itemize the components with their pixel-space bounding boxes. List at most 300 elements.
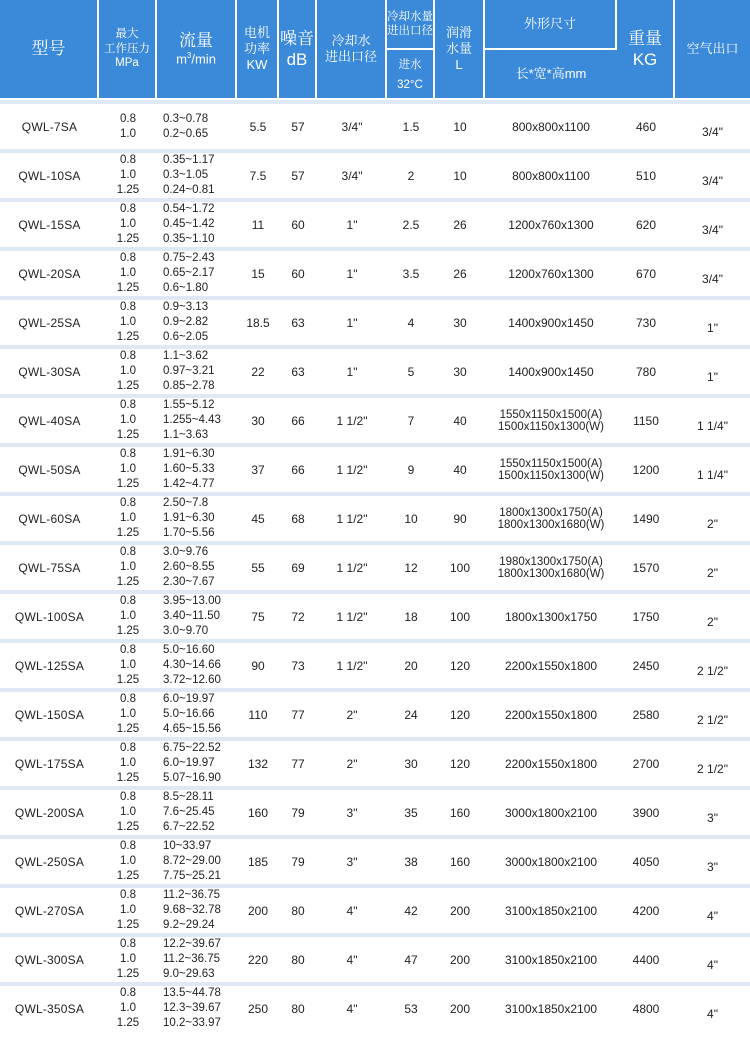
flow-cell: [157, 790, 237, 835]
air-outlet-cell: 2 1/2": [697, 761, 728, 776]
model-cell: QWL-100SA: [14, 609, 85, 624]
noise-cell: 80: [291, 952, 305, 967]
power-cell: 132: [247, 756, 269, 771]
dimensions-cell: [485, 888, 617, 933]
noise-cell: 63: [291, 364, 305, 379]
power-cell: 160: [247, 805, 269, 820]
pressure-value: 1.25: [116, 233, 140, 245]
model-cell: QWL-30SA: [18, 364, 81, 379]
flow-value: 8.5~28.11: [163, 791, 214, 803]
power-cell: 90: [251, 658, 265, 673]
cooling-inlet-cell: 1 1/2": [336, 462, 368, 477]
flow-cell: [157, 594, 237, 639]
air-outlet-cell: 3/4": [702, 222, 723, 237]
cooling-water-cell: 38: [404, 854, 418, 869]
lube-cell: 200: [449, 1001, 471, 1016]
model-cell: QWL-350SA: [14, 1001, 85, 1016]
cooling-water-cell: 2: [407, 168, 415, 183]
flow-value: 3.95~13.00: [163, 595, 221, 607]
lube-cell: 160: [449, 805, 471, 820]
power-cell: 110: [248, 707, 268, 722]
flow-cell: [157, 643, 237, 688]
noise-cell: 79: [291, 854, 305, 869]
pressure-value: 1.0: [120, 806, 136, 818]
dimension-value: 1400x900x1450: [508, 315, 594, 330]
flow-value: 0.54~1.72: [163, 203, 215, 215]
noise-cell: 69: [291, 560, 305, 575]
flow-cell: [157, 986, 237, 1031]
pressure-value: 1.25: [116, 1017, 140, 1029]
dimensions-cell: [485, 643, 617, 688]
flow-value: 1.60~5.33: [163, 463, 215, 475]
flow-value: 7.6~25.45: [163, 806, 215, 818]
dimensions-cell: [485, 741, 617, 786]
pressure-value: 1.25: [116, 331, 140, 343]
dimension-value: 1200x760x1300: [508, 266, 594, 281]
flow-value: 0.3~0.78: [163, 112, 209, 125]
noise-cell: 77: [291, 707, 305, 722]
pressure-value: 1.25: [116, 870, 140, 882]
dimension-value: 2200x1550x1800: [504, 658, 598, 673]
model-cell: QWL-125SA: [14, 658, 85, 673]
weight-cell: 1490: [632, 511, 660, 526]
cooling-inlet-cell: 4": [346, 952, 358, 967]
flow-cell: [157, 888, 237, 933]
lube-cell: 100: [449, 560, 471, 575]
flow-cell: [157, 251, 237, 296]
table-row: [0, 300, 750, 345]
power-cell: 200: [247, 903, 269, 918]
model-cell: QWL-7SA: [21, 119, 78, 134]
dimension-value: 1500x1150x1300(W): [498, 420, 604, 433]
air-outlet-cell: 1 1/4": [697, 467, 728, 482]
air-outlet-cell: 2": [707, 614, 718, 629]
model-cell: QWL-270SA: [14, 903, 85, 918]
cooling-inlet-cell: 1 1/2": [336, 609, 368, 624]
cooling-inlet-cell: 3/4": [341, 119, 363, 134]
header-cooling-water: 冷却水量 进出口径: [387, 0, 435, 50]
air-outlet-cell: 2": [707, 516, 718, 531]
pressure-value: 0.8: [120, 693, 136, 705]
pressure-value: 1.25: [116, 282, 140, 294]
dimension-value: 1800x1300x1680(W): [497, 567, 605, 580]
cooling-inlet-cell: 2": [346, 756, 358, 771]
header-lube: 润滑 水量 L: [435, 0, 485, 100]
noise-cell: 57: [291, 168, 305, 183]
flow-value: 1.42~4.77: [163, 478, 215, 490]
pressure-value: 0.8: [120, 840, 136, 852]
lube-cell: 30: [453, 315, 467, 330]
cooling-inlet-cell: 3/4": [341, 168, 363, 183]
header-dims-unit: 长*宽*高mm: [485, 50, 617, 100]
power-cell: 22: [251, 364, 265, 379]
power-cell: 185: [247, 854, 269, 869]
cooling-water-cell: 12: [404, 560, 418, 575]
model-cell: QWL-20SA: [18, 266, 81, 281]
flow-value: 5.07~16.90: [163, 772, 221, 784]
dimension-value: 3000x1800x2100: [504, 805, 598, 820]
power-cell: 55: [251, 560, 265, 575]
flow-value: 0.97~3.21: [163, 365, 215, 377]
power-cell: 220: [247, 952, 269, 967]
table-row: [0, 251, 750, 296]
flow-value: 6.75~22.52: [163, 742, 221, 754]
dimension-value: 2200x1550x1800: [504, 756, 598, 771]
flow-cell: [157, 692, 237, 737]
lube-cell: 26: [453, 217, 467, 232]
pressure-value: 0.8: [120, 938, 136, 950]
flow-cell: [157, 153, 237, 198]
flow-cell: [157, 300, 237, 345]
dimension-value: 800x800x1100: [512, 168, 590, 183]
flow-value: 0.6~1.80: [163, 282, 209, 294]
air-outlet-cell: 3/4": [702, 173, 723, 188]
air-outlet-cell: 4": [707, 908, 718, 923]
power-cell: 45: [251, 511, 265, 526]
lube-cell: 40: [453, 462, 467, 477]
pressure-value: 0.8: [120, 742, 136, 754]
lube-cell: 120: [449, 707, 471, 722]
flow-cell: [157, 104, 237, 149]
dimension-value: 3000x1800x2100: [504, 854, 598, 869]
spec-body: [0, 100, 750, 1031]
model-cell: QWL-50SA: [18, 462, 81, 477]
dimensions-cell: [485, 251, 617, 296]
dimensions-cell: [485, 398, 617, 443]
weight-cell: 730: [635, 315, 657, 330]
lube-cell: 10: [453, 119, 467, 134]
lube-cell: 30: [453, 364, 467, 379]
table-row: [0, 545, 750, 590]
flow-value: 3.0~9.70: [163, 625, 209, 637]
pressure-value: 1.25: [116, 674, 140, 686]
model-cell: QWL-40SA: [18, 413, 81, 428]
cooling-water-cell: 24: [404, 707, 418, 722]
table-row: [0, 692, 750, 737]
model-cell: QWL-10SA: [18, 168, 81, 183]
pressure-cell: [99, 251, 157, 296]
flow-cell: [157, 202, 237, 247]
cooling-water-cell: 18: [404, 609, 418, 624]
table-row: [0, 496, 750, 541]
noise-cell: 72: [291, 609, 305, 624]
pressure-value: 1.0: [120, 904, 136, 916]
flow-value: 0.2~0.65: [163, 127, 209, 140]
pressure-cell: [99, 447, 157, 492]
dimensions-cell: [485, 839, 617, 884]
table-row: [0, 104, 750, 149]
pressure-cell: [99, 398, 157, 443]
flow-value: 0.3~1.05: [163, 169, 209, 181]
flow-value: 5.0~16.66: [163, 708, 215, 720]
weight-cell: 620: [635, 217, 657, 232]
model-cell: QWL-25SA: [18, 315, 81, 330]
pressure-value: 0.8: [120, 448, 136, 460]
flow-value: 12.3~39.67: [163, 1002, 221, 1014]
flow-value: 11.2~36.75: [163, 889, 221, 901]
table-row: [0, 741, 750, 786]
table-row: [0, 153, 750, 198]
dimensions-cell: [485, 594, 617, 639]
air-outlet-cell: 1": [707, 369, 718, 384]
air-outlet-cell: 4": [707, 957, 718, 972]
flow-cell: [157, 496, 237, 541]
power-cell: 30: [251, 413, 265, 428]
header-cooling: 冷却水 进出口径: [317, 0, 387, 100]
pressure-value: 0.8: [120, 203, 136, 215]
flow-value: 1.1~3.63: [163, 429, 209, 441]
header-air: 空气出口: [675, 0, 750, 100]
flow-value: 3.0~9.76: [163, 546, 209, 558]
pressure-value: 1.25: [116, 821, 140, 833]
cooling-inlet-cell: 1 1/2": [336, 511, 368, 526]
flow-value: 9.2~29.24: [163, 919, 215, 931]
header-noise: 噪音 dB: [279, 0, 317, 100]
flow-cell: [157, 447, 237, 492]
pressure-value: 1.25: [116, 527, 140, 539]
weight-cell: 2450: [632, 658, 660, 673]
air-outlet-cell: 1 1/4": [697, 418, 728, 433]
weight-cell: 1200: [632, 462, 660, 477]
pressure-cell: [99, 888, 157, 933]
cooling-water-cell: 10: [404, 511, 418, 526]
dimension-value: 1550x1150x1500(A): [499, 457, 603, 470]
pressure-value: 1.25: [116, 968, 140, 980]
header-pressure: 最大 工作压力 MPa: [99, 0, 157, 100]
cooling-inlet-cell: 4": [346, 1001, 358, 1016]
cooling-inlet-cell: 2": [346, 707, 358, 722]
noise-cell: 80: [291, 1001, 305, 1016]
pressure-value: 1.0: [120, 708, 136, 720]
pressure-cell: [99, 594, 157, 639]
cooling-inlet-cell: 4": [346, 903, 358, 918]
pressure-value: 1.25: [116, 429, 140, 441]
pressure-cell: [99, 300, 157, 345]
flow-value: 2.50~7.8: [163, 497, 209, 509]
dimension-value: 1400x900x1450: [508, 364, 594, 379]
flow-value: 7.75~25.21: [163, 870, 221, 882]
pressure-value: 0.8: [120, 889, 136, 901]
model-cell: QWL-150SA: [14, 707, 85, 722]
flow-value: 6.0~19.97: [163, 693, 215, 705]
dimension-value: 1800x1300x1680(W): [497, 518, 605, 531]
flow-cell: [157, 349, 237, 394]
flow-value: 6.0~19.97: [163, 757, 215, 769]
pressure-value: 1.25: [116, 576, 140, 588]
power-cell: 75: [251, 609, 265, 624]
cooling-water-cell: 47: [404, 952, 418, 967]
dimension-value: 3100x1850x2100: [504, 1001, 598, 1016]
header-power: 电机 功率 KW: [237, 0, 279, 100]
cooling-water-cell: 53: [404, 1001, 418, 1016]
flow-value: 10.2~33.97: [163, 1017, 221, 1029]
pressure-value: 1.25: [116, 478, 140, 490]
dimensions-cell: [485, 300, 617, 345]
cooling-water-cell: 42: [404, 903, 418, 918]
flow-value: 9.0~29.63: [163, 968, 215, 980]
air-outlet-cell: 3": [707, 859, 718, 874]
cooling-water-cell: 30: [404, 756, 418, 771]
cooling-water-cell: 4: [407, 315, 415, 330]
air-outlet-cell: 2 1/2": [697, 663, 728, 678]
cooling-inlet-cell: 1": [346, 266, 358, 281]
cooling-water-cell: 9: [407, 462, 415, 477]
cooling-water-cell: 3.5: [402, 266, 420, 281]
pressure-value: 1.25: [116, 380, 140, 392]
pressure-value: 1.0: [120, 127, 136, 140]
cooling-water-cell: 2.5: [402, 217, 420, 232]
flow-value: 1.70~5.56: [163, 527, 215, 539]
weight-cell: 780: [635, 364, 657, 379]
flow-value: 0.24~0.81: [163, 184, 215, 196]
pressure-value: 1.0: [120, 1002, 136, 1014]
pressure-value: 1.0: [120, 757, 136, 769]
weight-cell: 4800: [632, 1001, 660, 1016]
flow-value: 2.60~8.55: [163, 561, 215, 573]
header-weight: 重量 KG: [617, 0, 675, 100]
cooling-water-cell: 5: [407, 364, 415, 379]
model-cell: QWL-250SA: [14, 854, 85, 869]
noise-cell: 79: [291, 805, 305, 820]
pressure-value: 0.8: [120, 252, 136, 264]
cooling-inlet-cell: 1": [346, 217, 358, 232]
lube-cell: 200: [449, 952, 471, 967]
pressure-value: 1.0: [120, 659, 136, 671]
pressure-cell: [99, 741, 157, 786]
power-cell: 37: [251, 462, 265, 477]
dimensions-cell: [485, 937, 617, 982]
power-cell: 11: [251, 217, 265, 232]
noise-cell: 60: [291, 217, 305, 232]
flow-value: 4.30~14.66: [163, 659, 221, 671]
flow-value: 1.55~5.12: [163, 399, 215, 411]
header-flow: 流量 $m^3/\min$: [157, 0, 237, 100]
flow-value: 0.35~1.17: [163, 154, 215, 166]
pressure-value: 1.0: [120, 316, 136, 328]
model-cell: QWL-200SA: [14, 805, 85, 820]
cooling-inlet-cell: 1": [346, 315, 358, 330]
table-row: [0, 447, 750, 492]
flow-value: 0.75~2.43: [163, 252, 215, 264]
weight-cell: 4050: [632, 854, 660, 869]
noise-cell: 63: [291, 315, 305, 330]
flow-cell: [157, 937, 237, 982]
pressure-value: 1.0: [120, 169, 136, 181]
weight-cell: 1570: [632, 560, 660, 575]
flow-value: 13.5~44.78: [163, 987, 221, 999]
pressure-value: 1.0: [120, 953, 136, 965]
flow-cell: [157, 741, 237, 786]
lube-cell: 160: [449, 854, 471, 869]
dimension-value: 800x800x1100: [512, 119, 590, 134]
flow-value: 8.72~29.00: [163, 855, 221, 867]
pressure-value: 0.8: [120, 546, 136, 558]
flow-value: 0.35~1.10: [163, 233, 215, 245]
lube-cell: 100: [449, 609, 471, 624]
dimensions-cell: [485, 349, 617, 394]
weight-cell: 460: [635, 119, 657, 134]
flow-cell: [157, 398, 237, 443]
pressure-value: 0.8: [120, 154, 136, 166]
power-cell: 18.5: [246, 315, 270, 330]
dimension-value: 1550x1150x1500(A): [499, 408, 603, 421]
flow-value: 6.7~22.52: [163, 821, 215, 833]
air-outlet-cell: 2 1/2": [697, 712, 728, 727]
dimensions-cell: [485, 104, 617, 149]
cooling-water-cell: 20: [404, 658, 418, 673]
pressure-value: 1.0: [120, 267, 136, 279]
flow-value: 3.40~11.50: [163, 610, 221, 622]
lube-cell: 10: [453, 168, 467, 183]
pressure-value: 0.8: [120, 497, 136, 509]
lube-cell: 200: [449, 903, 471, 918]
flow-value: 1.1~3.62: [163, 350, 209, 362]
table-row: [0, 398, 750, 443]
weight-cell: 1150: [633, 413, 659, 428]
noise-cell: 60: [291, 266, 305, 281]
header-inlet-temp: 进水32°C: [387, 50, 435, 100]
air-outlet-cell: 1": [707, 320, 718, 335]
table-row: [0, 790, 750, 835]
noise-cell: 80: [291, 903, 305, 918]
pressure-cell: [99, 545, 157, 590]
model-cell: QWL-300SA: [14, 952, 85, 967]
flow-value: 9.68~32.78: [163, 904, 221, 916]
noise-cell: 73: [291, 658, 305, 673]
cooling-water-cell: 7: [407, 413, 415, 428]
lube-cell: 90: [453, 511, 467, 526]
pressure-cell: [99, 153, 157, 198]
flow-value: 0.45~1.42: [163, 218, 215, 230]
cooling-inlet-cell: 1 1/2": [336, 413, 368, 428]
flow-value: 5.0~16.60: [163, 644, 215, 656]
dimensions-cell: [485, 986, 617, 1031]
pressure-value: 0.8: [120, 595, 136, 607]
noise-cell: 57: [291, 119, 305, 134]
pressure-value: 1.25: [116, 723, 140, 735]
flow-value: 1.91~6.30: [163, 448, 215, 460]
pressure-value: 0.8: [120, 791, 136, 803]
dimension-value: 2200x1550x1800: [504, 707, 598, 722]
flow-value: 12.2~39.67: [163, 938, 221, 950]
pressure-value: 1.0: [120, 463, 136, 475]
dimensions-cell: [485, 447, 617, 492]
weight-cell: 670: [635, 266, 657, 281]
flow-value: 0.9~2.82: [163, 316, 209, 328]
pressure-cell: [99, 986, 157, 1031]
pressure-cell: [99, 839, 157, 884]
noise-cell: 66: [291, 462, 305, 477]
lube-cell: 120: [449, 756, 471, 771]
cooling-inlet-cell: 3": [346, 854, 358, 869]
power-cell: 250: [247, 1001, 269, 1016]
table-row: [0, 986, 750, 1031]
weight-cell: 4400: [632, 952, 660, 967]
pressure-value: 1.0: [120, 855, 136, 867]
pressure-cell: [99, 692, 157, 737]
pressure-value: 1.25: [116, 919, 140, 931]
noise-cell: 66: [291, 413, 305, 428]
flow-value: 1.91~6.30: [163, 512, 215, 524]
flow-value: 0.9~3.13: [163, 301, 209, 313]
flow-cell: [157, 839, 237, 884]
flow-value: 4.65~15.56: [163, 723, 221, 735]
table-row: [0, 643, 750, 688]
model-cell: QWL-15SA: [18, 217, 81, 232]
cooling-inlet-cell: 3": [346, 805, 358, 820]
lube-cell: 40: [453, 413, 467, 428]
flow-value: 1.255~4.43: [163, 414, 221, 426]
